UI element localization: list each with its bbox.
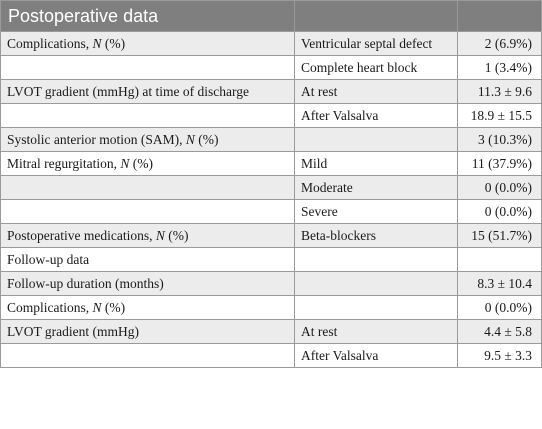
row-label: Systolic anterior motion (SAM), N (%) <box>1 128 295 152</box>
row-value: 1 (3.4%) <box>458 56 542 80</box>
table-body <box>1 32 542 368</box>
row-value: 2 (6.9%) <box>458 32 542 56</box>
row-subcategory <box>295 272 458 296</box>
row-label <box>1 104 295 128</box>
row-subcategory: Complete heart block <box>295 56 458 80</box>
table-row <box>1 128 542 152</box>
table-row <box>1 80 542 104</box>
row-subcategory: Beta-blockers <box>295 224 458 248</box>
row-subcategory: After Valsalva <box>295 104 458 128</box>
row-value: 11 (37.9%) <box>458 152 542 176</box>
row-label: LVOT gradient (mmHg) at time of discharge <box>1 80 295 104</box>
row-label: Mitral regurgitation, N (%) <box>1 152 295 176</box>
row-value: 3 (10.3%) <box>458 128 542 152</box>
table-header-row <box>1 1 542 32</box>
row-label: Follow-up duration (months) <box>1 272 295 296</box>
row-value: 8.3 ± 10.4 <box>458 272 542 296</box>
row-value: 0 (0.0%) <box>458 176 542 200</box>
row-label <box>1 176 295 200</box>
table-row <box>1 56 542 80</box>
table-row <box>1 104 542 128</box>
row-value: 11.3 ± 9.6 <box>458 80 542 104</box>
row-value: 0 (0.0%) <box>458 200 542 224</box>
table-row <box>1 344 542 368</box>
row-label: Complications, N (%) <box>1 32 295 56</box>
row-value: 15 (51.7%) <box>458 224 542 248</box>
header-cell-2 <box>295 1 458 32</box>
row-label <box>1 200 295 224</box>
row-subcategory <box>295 296 458 320</box>
table-row <box>1 224 542 248</box>
row-subcategory <box>295 128 458 152</box>
row-label <box>1 344 295 368</box>
row-subcategory: After Valsalva <box>295 344 458 368</box>
table-row <box>1 176 542 200</box>
table-row <box>1 296 542 320</box>
row-subcategory: Severe <box>295 200 458 224</box>
row-value: 9.5 ± 3.3 <box>458 344 542 368</box>
row-label: Follow-up data <box>1 248 295 272</box>
table-row <box>1 32 542 56</box>
row-subcategory: Ventricular septal defect <box>295 32 458 56</box>
table-row <box>1 200 542 224</box>
row-value: 18.9 ± 15.5 <box>458 104 542 128</box>
row-subcategory <box>295 248 458 272</box>
row-value: 0 (0.0%) <box>458 296 542 320</box>
row-value: 4.4 ± 5.8 <box>458 320 542 344</box>
table-title: Postoperative data <box>1 1 295 32</box>
row-label: Postoperative medications, N (%) <box>1 224 295 248</box>
row-label: LVOT gradient (mmHg) <box>1 320 295 344</box>
row-subcategory: Mild <box>295 152 458 176</box>
table-row <box>1 152 542 176</box>
header-cell-3 <box>458 1 542 32</box>
row-subcategory: At rest <box>295 320 458 344</box>
row-value <box>458 248 542 272</box>
row-subcategory: Moderate <box>295 176 458 200</box>
table-row <box>1 272 542 296</box>
table-row <box>1 248 542 272</box>
row-label <box>1 56 295 80</box>
row-subcategory: At rest <box>295 80 458 104</box>
table-row <box>1 320 542 344</box>
row-label: Complications, N (%) <box>1 296 295 320</box>
